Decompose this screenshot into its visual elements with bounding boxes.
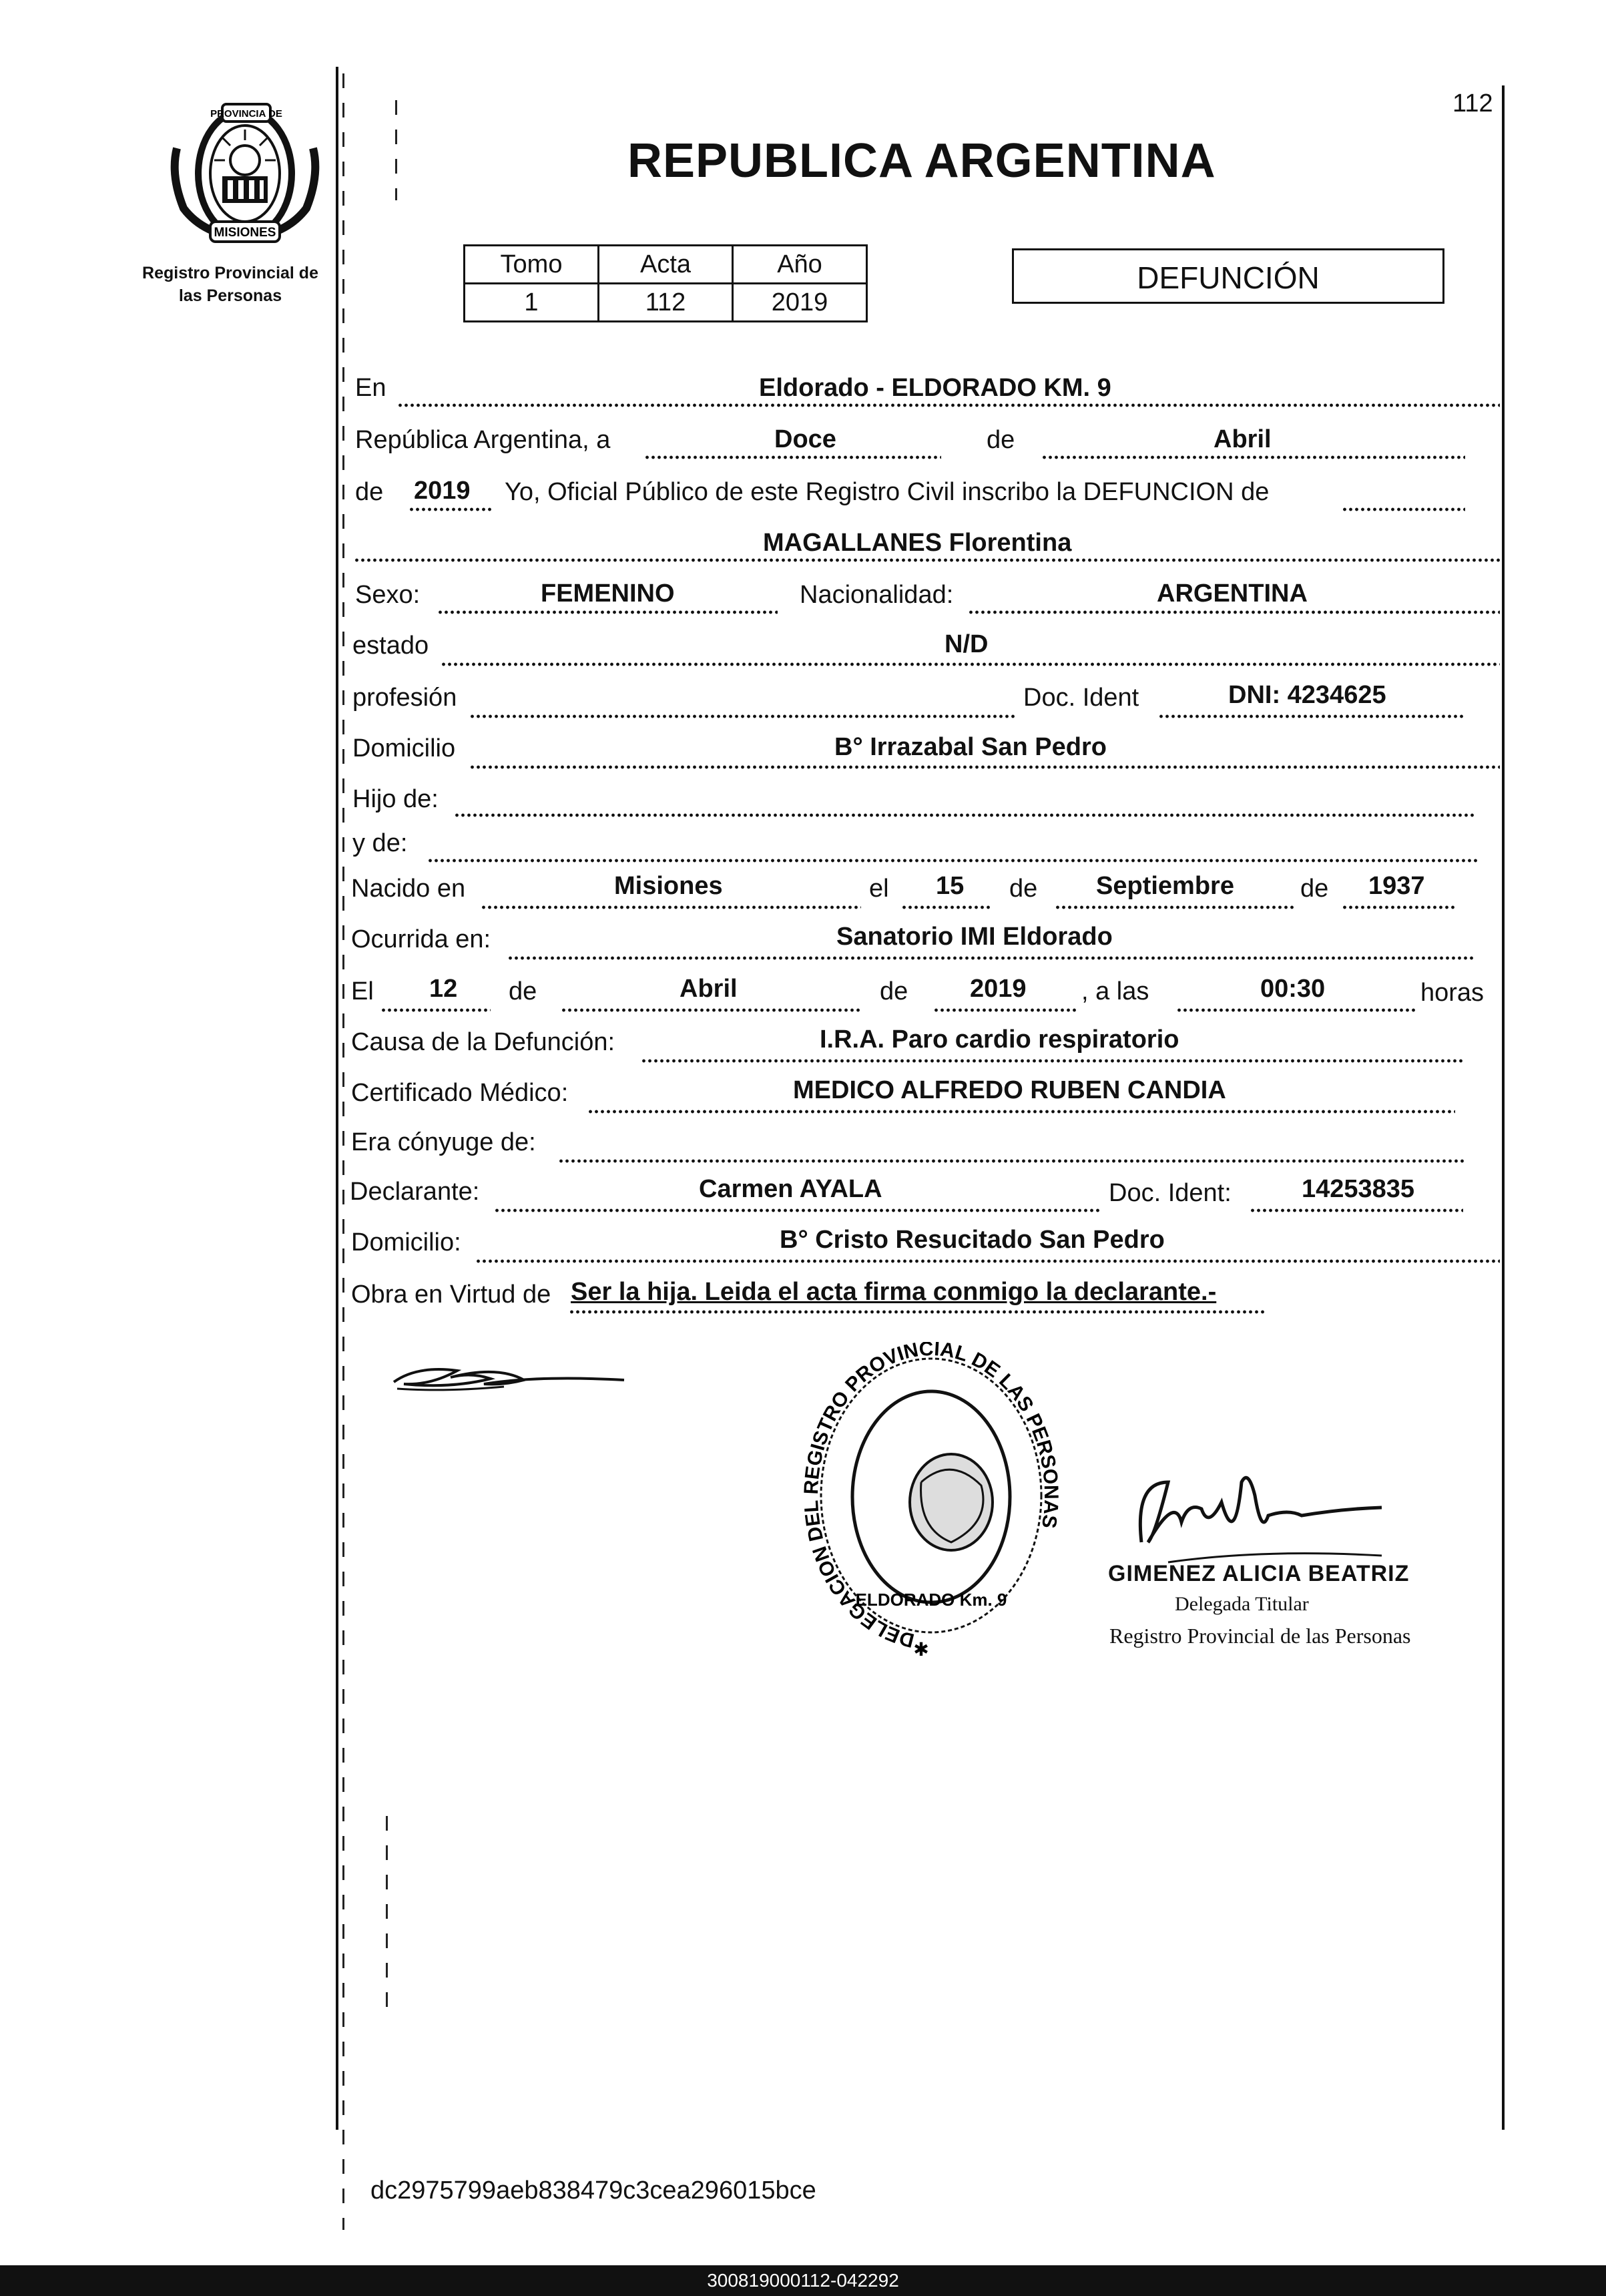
- dotted-line: [933, 1008, 1077, 1012]
- official-signature: [1128, 1455, 1395, 1569]
- dotted-line: [454, 813, 1475, 817]
- dotted-line: [441, 662, 1500, 666]
- dotted-line: [558, 1159, 1466, 1163]
- dotted-line: [1041, 455, 1465, 459]
- doc-ident2-value: 14253835: [1302, 1175, 1415, 1203]
- place-value: Eldorado - ELDORADO KM. 9: [759, 374, 1111, 402]
- certificado-value: MEDICO ALFREDO RUBEN CANDIA: [793, 1076, 1226, 1104]
- domicilio-label: Domicilio: [352, 734, 456, 762]
- alas-label: , a las: [1081, 977, 1149, 1005]
- star-icon: ✱: [913, 1639, 929, 1660]
- obra-label: Obra en Virtud de: [351, 1281, 551, 1309]
- organization-name: Registro Provincial de las Personas: [142, 264, 318, 305]
- stamp-ring-text: DELEGACION DEL REGISTRO PROVINCIAL DE LAS PERSONAS: [800, 1342, 1063, 1652]
- def-anio: 2019: [970, 975, 1027, 1003]
- dotted-line: [469, 765, 1500, 769]
- de4-label: de: [1300, 875, 1329, 903]
- domicilio-value: B° Irrazabal San Pedro: [834, 733, 1107, 761]
- registry-value-anio: 2019: [733, 284, 867, 322]
- yde-label: y de:: [352, 829, 408, 857]
- ocurrida-label: Ocurrida en:: [351, 925, 491, 953]
- dotted-line: [380, 1008, 491, 1012]
- dotted-line: [397, 403, 1500, 407]
- dotted-line: [494, 1208, 1101, 1212]
- sexo-label: Sexo:: [355, 581, 421, 609]
- dotted-line: [1342, 905, 1455, 909]
- de3-label: de: [1009, 875, 1038, 903]
- seal-bottom-text: MISIONES: [214, 226, 276, 240]
- dotted-line: [481, 905, 861, 909]
- nacido-dia: 15: [936, 872, 965, 900]
- document-hash: dc2975799aeb838479c3cea296015bce: [370, 2176, 816, 2205]
- certificado-label: Certificado Médico:: [351, 1079, 569, 1107]
- dotted-line: [1158, 714, 1465, 718]
- inner-dashed-margin: [386, 1816, 388, 2016]
- registry-table: [463, 244, 868, 322]
- dotted-line: [569, 1310, 1266, 1314]
- nacido-label: Nacido en: [351, 875, 466, 903]
- dotted-line: [427, 859, 1479, 863]
- en-label: En: [355, 374, 386, 402]
- registry-value-tomo: 1: [465, 284, 599, 322]
- page-number: 112: [1452, 89, 1493, 118]
- declarante-label: Declarante:: [350, 1178, 480, 1206]
- domicilio2-value: B° Cristo Resucitado San Pedro: [780, 1226, 1165, 1254]
- doc-ident-value: DNI: 4234625: [1228, 681, 1386, 709]
- year-value: 2019: [414, 477, 471, 505]
- left-dashed-margin: [342, 73, 344, 2230]
- obra-value: Ser la hija. Leida el acta firma conmigo la declarante.-: [571, 1278, 1217, 1306]
- el-label: el: [869, 875, 889, 903]
- registry-header-anio: Año: [733, 246, 867, 284]
- dotted-line: [354, 558, 1500, 562]
- dotted-line: [475, 1259, 1500, 1263]
- declarante-value: Carmen AYALA: [699, 1175, 882, 1203]
- official-stamp: [798, 1342, 1065, 1662]
- estado-value: N/D: [945, 630, 989, 658]
- de6-label: de: [880, 977, 908, 1005]
- de5-label: de: [509, 977, 537, 1005]
- dotted-line: [561, 1008, 861, 1012]
- nacionalidad-label: Nacionalidad:: [800, 581, 954, 609]
- stamp-inner-text: ELDORADO Km. 9: [855, 1590, 1007, 1610]
- right-margin-line: [1502, 85, 1505, 2130]
- nacionalidad-value: ARGENTINA: [1157, 580, 1308, 608]
- nacido-anio: 1937: [1368, 872, 1425, 900]
- doc-ident2-label: Doc. Ident:: [1109, 1179, 1232, 1207]
- de2-label: de: [355, 478, 384, 506]
- dotted-line: [437, 610, 778, 614]
- def-hora: 00:30: [1260, 975, 1326, 1003]
- causa-label: Causa de la Defunción:: [351, 1028, 615, 1056]
- month-value: Abril: [1214, 425, 1272, 453]
- dotted-line: [507, 956, 1475, 960]
- ocurrida-value: Sanatorio IMI Eldorado: [836, 923, 1113, 951]
- profesion-label: profesión: [352, 684, 457, 712]
- dotted-line: [587, 1110, 1455, 1114]
- de-label: de: [987, 426, 1015, 454]
- seal-top-text: PROVINCIA DE: [210, 108, 282, 120]
- estado-label: estado: [352, 632, 429, 660]
- el2-label: El: [351, 977, 374, 1005]
- causa-value: I.R.A. Paro cardio respiratorio: [820, 1025, 1179, 1054]
- dotted-line: [469, 714, 1017, 718]
- nacido-lugar: Misiones: [614, 872, 723, 900]
- registry-header-acta: Acta: [599, 246, 733, 284]
- day-value: Doce: [774, 425, 836, 453]
- horas-label: horas: [1420, 979, 1485, 1007]
- def-dia: 12: [429, 975, 458, 1003]
- dotted-line: [641, 1059, 1465, 1063]
- dotted-line: [901, 905, 991, 909]
- domicilio2-label: Domicilio:: [351, 1228, 461, 1256]
- doc-ident-label: Doc. Ident: [1023, 684, 1139, 712]
- statement-text: Yo, Oficial Público de este Registro Civil inscribo la DEFUNCION de: [505, 478, 1270, 506]
- signatory-organization: Registro Provincial de las Personas: [1109, 1624, 1411, 1648]
- dotted-line: [409, 507, 494, 511]
- barcode-footer: 300819000112-042292: [0, 2265, 1606, 2296]
- def-mes: Abril: [680, 975, 738, 1003]
- registry-value-acta: 112: [599, 284, 733, 322]
- declarant-signature: [390, 1352, 631, 1399]
- nacido-mes: Septiembre: [1096, 872, 1234, 900]
- hijo-label: Hijo de:: [352, 785, 439, 813]
- signatory-name: GIMENEZ ALICIA BEATRIZ: [1108, 1561, 1410, 1586]
- inner-dashed-margin: [395, 100, 397, 200]
- dotted-line: [644, 455, 941, 459]
- dotted-line: [968, 610, 1500, 614]
- dotted-line: [1250, 1208, 1463, 1212]
- page-title: REPUBLICA ARGENTINA: [627, 134, 1216, 188]
- registry-header-tomo: Tomo: [465, 246, 599, 284]
- dotted-line: [1176, 1008, 1416, 1012]
- signatory-title: Delegada Titular: [1175, 1593, 1309, 1615]
- sexo-value: FEMENINO: [541, 580, 675, 608]
- dotted-line: [1055, 905, 1295, 909]
- deceased-name: MAGALLANES Florentina: [763, 529, 1072, 557]
- dotted-line: [1342, 507, 1465, 511]
- province-seal-logo: [164, 101, 327, 245]
- document-type-box: DEFUNCIÓN: [1012, 248, 1444, 304]
- conyuge-label: Era cónyuge de:: [351, 1128, 536, 1156]
- left-margin-line: [336, 67, 338, 2130]
- republica-label: República Argentina, a: [355, 426, 611, 454]
